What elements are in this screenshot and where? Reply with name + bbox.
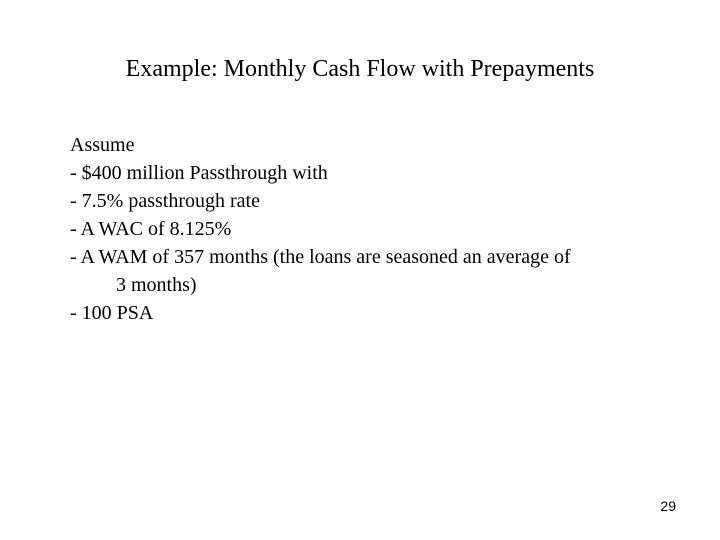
body-line-wam: - A WAM of 357 months (the loans are seasoned an average of — [70, 246, 571, 268]
page-number: 29 — [660, 498, 676, 514]
body-line-assume: Assume — [70, 134, 135, 156]
body-line-psa: - 100 PSA — [70, 302, 154, 324]
slide-title: Example: Monthly Cash Flow with Prepayments — [125, 56, 595, 82]
slide-body — [70, 131, 690, 327]
body-line-passthrough-rate: - 7.5% passthrough rate — [70, 190, 260, 212]
body-line-passthrough-amount: - $400 million Passthrough with — [70, 162, 328, 184]
body-line-wam-continued: 3 months) — [116, 274, 197, 296]
body-line-wac: - A WAC of 8.125% — [70, 218, 232, 240]
